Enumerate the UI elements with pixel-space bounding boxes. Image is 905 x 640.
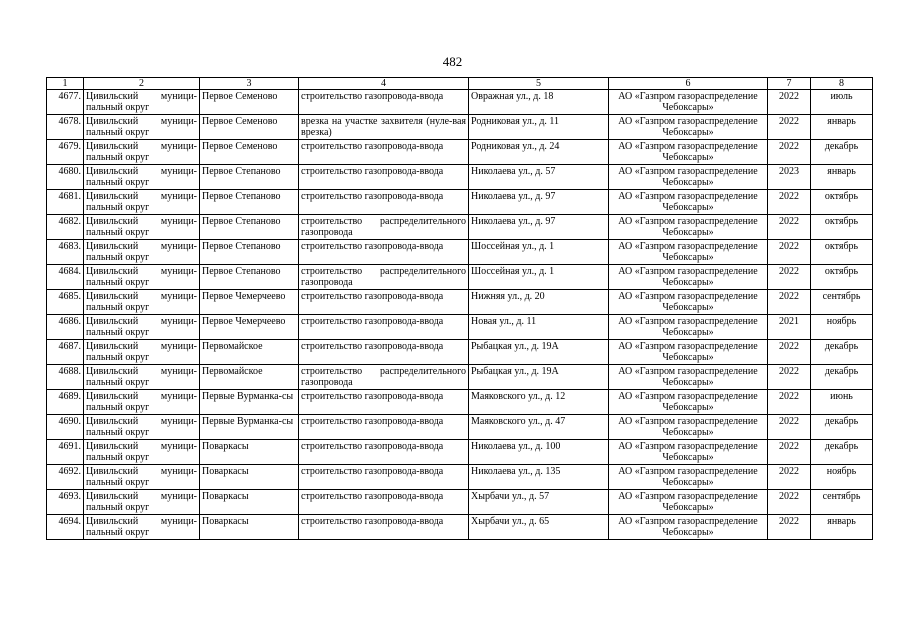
organization-cell: АО «Газпром газораспределение Чебоксары» [609, 365, 768, 390]
settlement-cell: Первые Вурманка-сы [200, 390, 299, 415]
municipality-cell [84, 515, 200, 540]
municipality-line-2: пальный округ [86, 502, 150, 513]
municipality-line-1: Цивильский муници- [86, 366, 197, 377]
table-row [47, 415, 873, 440]
row-number-cell: 4683. [47, 240, 84, 265]
column-header-8: 8 [811, 78, 873, 90]
page-number: 482 [442, 54, 463, 69]
row-number-cell: 4678. [47, 115, 84, 140]
municipality-line-1: Цивильский муници- [86, 91, 197, 102]
municipality-cell [84, 265, 200, 290]
settlement-cell: Первое Степаново [200, 215, 299, 240]
municipality-cell [84, 490, 200, 515]
year-cell: 2022 [768, 365, 811, 390]
year-cell: 2022 [768, 440, 811, 465]
work-type-cell: строительство газопровода-ввода [299, 515, 469, 540]
year-cell: 2022 [768, 390, 811, 415]
organization-cell: АО «Газпром газораспределение Чебоксары» [609, 190, 768, 215]
municipality-line-1: Цивильский муници- [86, 441, 197, 452]
table-row [47, 265, 873, 290]
address-cell: Родниковая ул., д. 11 [469, 115, 609, 140]
row-number-cell: 4686. [47, 315, 84, 340]
month-cell: октябрь [811, 265, 873, 290]
municipality-line-2: пальный округ [86, 152, 150, 163]
settlement-cell: Первое Степаново [200, 190, 299, 215]
municipality-line-2: пальный округ [86, 402, 150, 413]
settlement-cell: Первое Степаново [200, 240, 299, 265]
settlement-cell: Поваркасы [200, 440, 299, 465]
month-cell: декабрь [811, 415, 873, 440]
month-cell: сентябрь [811, 290, 873, 315]
table-row [47, 490, 873, 515]
row-number-cell: 4681. [47, 190, 84, 215]
work-type-cell: строительство газопровода-ввода [299, 90, 469, 115]
address-cell: Родниковая ул., д. 24 [469, 140, 609, 165]
settlement-cell: Первое Чемерчеево [200, 290, 299, 315]
year-cell: 2022 [768, 290, 811, 315]
row-number-cell: 4693. [47, 490, 84, 515]
table-row [47, 140, 873, 165]
address-cell: Шоссейная ул., д. 1 [469, 265, 609, 290]
municipality-cell [84, 340, 200, 365]
address-cell: Новая ул., д. 11 [469, 315, 609, 340]
municipality-line-1: Цивильский муници- [86, 191, 197, 202]
year-cell: 2022 [768, 340, 811, 365]
municipality-line-1: Цивильский муници- [86, 291, 197, 302]
municipality-line-1: Цивильский муници- [86, 491, 197, 502]
year-cell: 2022 [768, 240, 811, 265]
settlement-cell: Первомайское [200, 365, 299, 390]
municipality-line-2: пальный округ [86, 377, 150, 388]
work-type-cell: строительство распределительного газопровода [299, 265, 469, 290]
column-header-6: 6 [609, 78, 768, 90]
work-type-cell: строительство газопровода-ввода [299, 315, 469, 340]
month-cell: январь [811, 515, 873, 540]
municipality-line-2: пальный округ [86, 527, 150, 538]
municipality-cell [84, 415, 200, 440]
address-cell: Рыбацкая ул., д. 19А [469, 365, 609, 390]
month-cell: октябрь [811, 215, 873, 240]
row-number-cell: 4677. [47, 90, 84, 115]
year-cell: 2022 [768, 265, 811, 290]
table-row [47, 365, 873, 390]
work-type-cell: строительство газопровода-ввода [299, 415, 469, 440]
work-type-cell: строительство газопровода-ввода [299, 465, 469, 490]
municipality-cell [84, 365, 200, 390]
column-header-2: 2 [84, 78, 200, 90]
year-cell: 2022 [768, 115, 811, 140]
municipality-line-2: пальный округ [86, 102, 150, 113]
table-row [47, 90, 873, 115]
table-row [47, 115, 873, 140]
organization-cell: АО «Газпром газораспределение Чебоксары» [609, 390, 768, 415]
column-header-4: 4 [299, 78, 469, 90]
municipality-line-1: Цивильский муници- [86, 316, 197, 327]
month-cell: июль [811, 90, 873, 115]
table-row [47, 465, 873, 490]
row-number-cell: 4689. [47, 390, 84, 415]
row-number-cell: 4680. [47, 165, 84, 190]
municipality-line-2: пальный округ [86, 302, 150, 313]
header-row [47, 78, 873, 90]
address-cell: Николаева ул., д. 100 [469, 440, 609, 465]
settlement-cell: Первомайское [200, 340, 299, 365]
organization-cell: АО «Газпром газораспределение Чебоксары» [609, 440, 768, 465]
month-cell: декабрь [811, 365, 873, 390]
settlement-cell: Поваркасы [200, 465, 299, 490]
organization-cell: АО «Газпром газораспределение Чебоксары» [609, 215, 768, 240]
month-cell: декабрь [811, 440, 873, 465]
month-cell: январь [811, 165, 873, 190]
organization-cell: АО «Газпром газораспределение Чебоксары» [609, 165, 768, 190]
settlement-cell: Поваркасы [200, 515, 299, 540]
municipality-cell [84, 440, 200, 465]
row-number-cell: 4691. [47, 440, 84, 465]
organization-cell: АО «Газпром газораспределение Чебоксары» [609, 465, 768, 490]
table-row [47, 165, 873, 190]
municipality-line-1: Цивильский муници- [86, 416, 197, 427]
organization-cell: АО «Газпром газораспределение Чебоксары» [609, 490, 768, 515]
month-cell: октябрь [811, 190, 873, 215]
row-number-cell: 4684. [47, 265, 84, 290]
organization-cell: АО «Газпром газораспределение Чебоксары» [609, 240, 768, 265]
municipality-cell [84, 190, 200, 215]
month-cell: октябрь [811, 240, 873, 265]
organization-cell: АО «Газпром газораспределение Чебоксары» [609, 265, 768, 290]
work-type-cell: строительство газопровода-ввода [299, 290, 469, 315]
municipality-line-2: пальный округ [86, 477, 150, 488]
municipality-line-1: Цивильский муници- [86, 141, 197, 152]
work-type-cell: строительство газопровода-ввода [299, 340, 469, 365]
municipality-line-2: пальный округ [86, 202, 150, 213]
municipality-line-1: Цивильский муници- [86, 341, 197, 352]
municipality-cell [84, 215, 200, 240]
month-cell: июнь [811, 390, 873, 415]
municipality-line-1: Цивильский муници- [86, 166, 197, 177]
column-header-5: 5 [469, 78, 609, 90]
organization-cell: АО «Газпром газораспределение Чебоксары» [609, 415, 768, 440]
work-type-cell: строительство газопровода-ввода [299, 490, 469, 515]
municipality-line-1: Цивильский муници- [86, 241, 197, 252]
organization-cell: АО «Газпром газораспределение Чебоксары» [609, 315, 768, 340]
settlement-cell: Первое Степаново [200, 165, 299, 190]
column-header-3: 3 [200, 78, 299, 90]
year-cell: 2022 [768, 465, 811, 490]
month-cell: ноябрь [811, 465, 873, 490]
year-cell: 2022 [768, 490, 811, 515]
year-cell: 2022 [768, 90, 811, 115]
table-row [47, 290, 873, 315]
municipality-line-2: пальный округ [86, 252, 150, 263]
address-cell: Маяковского ул., д. 12 [469, 390, 609, 415]
address-cell: Николаева ул., д. 135 [469, 465, 609, 490]
address-cell: Николаева ул., д. 97 [469, 190, 609, 215]
row-number-cell: 4692. [47, 465, 84, 490]
organization-cell: АО «Газпром газораспределение Чебоксары» [609, 340, 768, 365]
address-cell: Николаева ул., д. 97 [469, 215, 609, 240]
settlement-cell: Первое Чемерчеево [200, 315, 299, 340]
table-body [47, 90, 873, 540]
municipality-line-1: Цивильский муници- [86, 216, 197, 227]
address-cell: Николаева ул., д. 57 [469, 165, 609, 190]
table-row [47, 190, 873, 215]
municipality-cell [84, 90, 200, 115]
municipality-line-2: пальный округ [86, 227, 150, 238]
row-number-cell: 4694. [47, 515, 84, 540]
month-cell: сентябрь [811, 490, 873, 515]
organization-cell: АО «Газпром газораспределение Чебоксары» [609, 90, 768, 115]
work-type-cell: строительство распределительного газопровода [299, 365, 469, 390]
work-type-cell: строительство газопровода-ввода [299, 140, 469, 165]
municipality-cell [84, 315, 200, 340]
year-cell: 2022 [768, 215, 811, 240]
work-type-cell: строительство распределительного газопровода [299, 215, 469, 240]
municipality-cell [84, 240, 200, 265]
settlement-cell: Первое Степаново [200, 265, 299, 290]
month-cell: январь [811, 115, 873, 140]
address-cell: Хырбачи ул., д. 57 [469, 490, 609, 515]
settlement-cell: Первое Семеново [200, 115, 299, 140]
municipality-cell [84, 140, 200, 165]
table-row [47, 215, 873, 240]
year-cell: 2022 [768, 190, 811, 215]
column-header-1: 1 [47, 78, 84, 90]
table-row [47, 240, 873, 265]
settlement-cell: Первое Семеново [200, 140, 299, 165]
year-cell: 2021 [768, 315, 811, 340]
work-type-cell: строительство газопровода-ввода [299, 390, 469, 415]
municipality-line-2: пальный округ [86, 327, 150, 338]
address-cell: Овражная ул., д. 18 [469, 90, 609, 115]
organization-cell: АО «Газпром газораспределение Чебоксары» [609, 115, 768, 140]
municipality-line-2: пальный округ [86, 127, 150, 138]
row-number-cell: 4687. [47, 340, 84, 365]
municipality-line-2: пальный округ [86, 277, 150, 288]
municipality-line-1: Цивильский муници- [86, 466, 197, 477]
municipality-cell [84, 290, 200, 315]
row-number-cell: 4682. [47, 215, 84, 240]
work-type-cell: строительство газопровода-ввода [299, 190, 469, 215]
table-row [47, 315, 873, 340]
municipality-cell [84, 115, 200, 140]
address-cell: Шоссейная ул., д. 1 [469, 240, 609, 265]
work-type-cell: строительство газопровода-ввода [299, 240, 469, 265]
municipality-line-2: пальный округ [86, 177, 150, 188]
organization-cell: АО «Газпром газораспределение Чебоксары» [609, 140, 768, 165]
municipality-line-1: Цивильский муници- [86, 116, 197, 127]
municipality-line-2: пальный округ [86, 452, 150, 463]
month-cell: ноябрь [811, 315, 873, 340]
row-number-cell: 4679. [47, 140, 84, 165]
works-table [46, 77, 873, 540]
municipality-cell [84, 165, 200, 190]
row-number-cell: 4688. [47, 365, 84, 390]
settlement-cell: Первые Вурманка-сы [200, 415, 299, 440]
month-cell: декабрь [811, 340, 873, 365]
municipality-line-2: пальный округ [86, 352, 150, 363]
year-cell: 2023 [768, 165, 811, 190]
settlement-cell: Поваркасы [200, 490, 299, 515]
table-row [47, 515, 873, 540]
municipality-line-1: Цивильский муници- [86, 516, 197, 527]
table-row [47, 440, 873, 465]
column-header-7: 7 [768, 78, 811, 90]
month-cell: декабрь [811, 140, 873, 165]
row-number-cell: 4690. [47, 415, 84, 440]
municipality-line-1: Цивильский муници- [86, 391, 197, 402]
year-cell: 2022 [768, 415, 811, 440]
municipality-line-2: пальный округ [86, 427, 150, 438]
address-cell: Хырбачи ул., д. 65 [469, 515, 609, 540]
settlement-cell: Первое Семеново [200, 90, 299, 115]
address-cell: Нижняя ул., д. 20 [469, 290, 609, 315]
address-cell: Рыбацкая ул., д. 19А [469, 340, 609, 365]
row-number-cell: 4685. [47, 290, 84, 315]
work-type-cell: строительство газопровода-ввода [299, 165, 469, 190]
table-row [47, 340, 873, 365]
work-type-cell: врезка на участке захвителя (нуле-вая врезка) [299, 115, 469, 140]
organization-cell: АО «Газпром газораспределение Чебоксары» [609, 290, 768, 315]
year-cell: 2022 [768, 140, 811, 165]
municipality-cell [84, 390, 200, 415]
year-cell: 2022 [768, 515, 811, 540]
municipality-line-1: Цивильский муници- [86, 266, 197, 277]
table-row [47, 390, 873, 415]
organization-cell: АО «Газпром газораспределение Чебоксары» [609, 515, 768, 540]
address-cell: Маяковского ул., д. 47 [469, 415, 609, 440]
work-type-cell: строительство газопровода-ввода [299, 440, 469, 465]
municipality-cell [84, 465, 200, 490]
